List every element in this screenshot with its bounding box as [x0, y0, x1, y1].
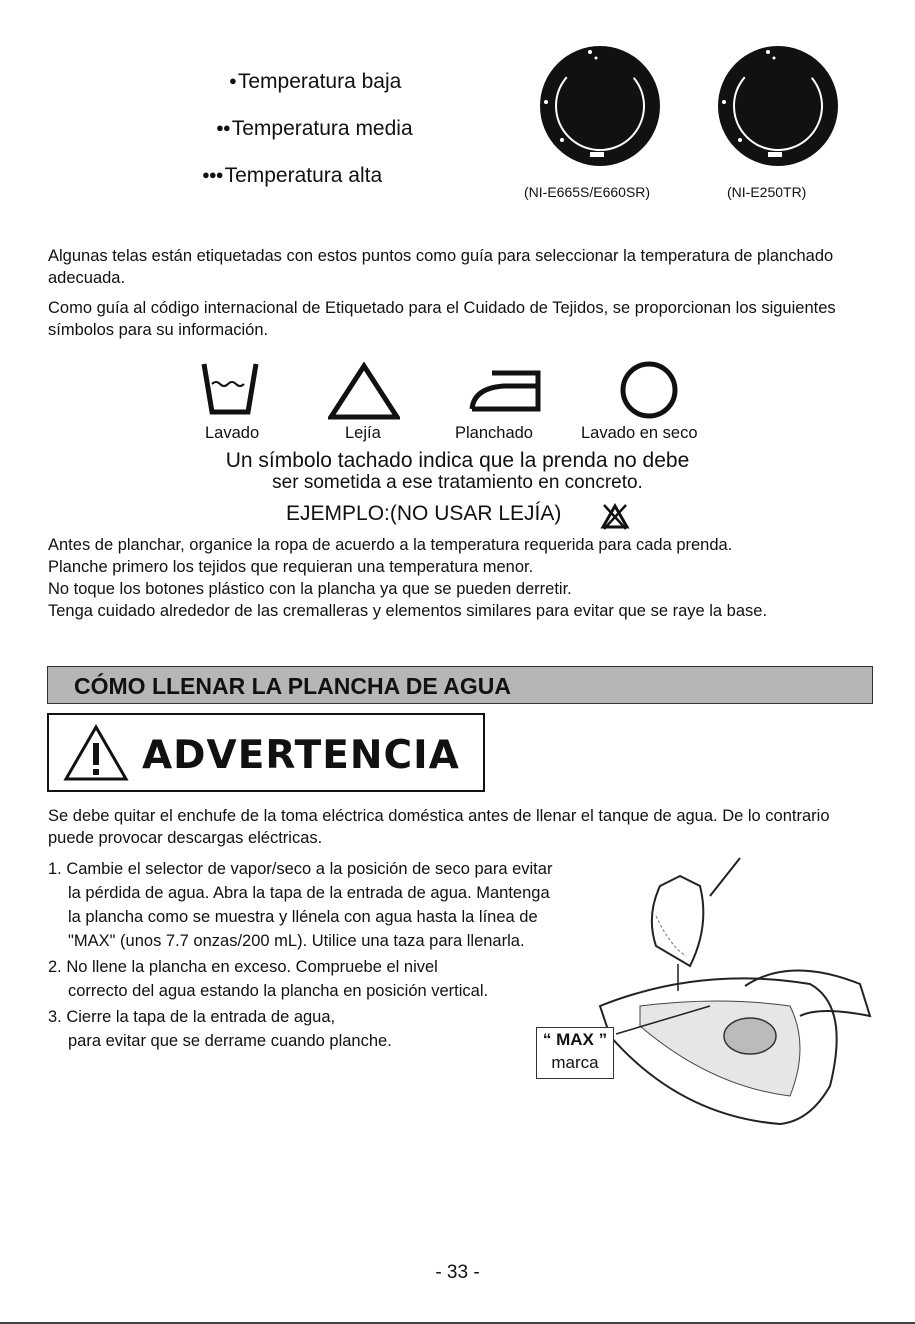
- tip-item: Antes de planchar, organice la ropa de acuerdo a la temperatura requerida para cada prenda.: [48, 536, 733, 554]
- tip-item: No toque los botones plástico con la plancha ya que se pueden derretir.: [48, 580, 572, 598]
- no-bleach-icon: [600, 502, 630, 530]
- step-line: 3. Cierre la tapa de la entrada de agua,: [48, 1008, 336, 1026]
- intro-paragraph-1: Algunas telas están etiquetadas con estos puntos como guía para seleccionar la temperatura de planchado adecuada.: [48, 247, 834, 287]
- max-label: “ MAX ”: [542, 1030, 608, 1049]
- tips-list: [48, 534, 878, 622]
- dial-illustration-1: [530, 44, 670, 174]
- dryclean-label: Lavado en seco: [581, 424, 698, 442]
- step-line: 2. No llene la plancha en exceso. Compruebe el nivel: [48, 958, 438, 976]
- tip-item: Planche primero los tejidos que requieran una temperatura menor.: [48, 558, 534, 576]
- dial-model-2: (NI-E250TR): [727, 184, 807, 200]
- iron-filling-illustration: [560, 856, 880, 1136]
- section-header: [47, 666, 873, 704]
- max-label-box: [536, 1027, 614, 1079]
- warning-title: ADVERTENCIA: [142, 733, 460, 778]
- step-1: [48, 857, 552, 953]
- bleach-icon: [328, 362, 400, 420]
- max-label-caption: marca: [551, 1053, 599, 1072]
- warning-triangle-icon: [63, 723, 129, 783]
- dial-illustration-2: [708, 44, 848, 174]
- step-2: [48, 955, 488, 1003]
- step-line: correcto del agua estando la plancha en posición vertical.: [68, 982, 489, 1000]
- warning-box: [47, 713, 485, 792]
- step-3: [48, 1005, 392, 1053]
- tip-item: Tenga cuidado alrededor de las cremalleras y elementos similares para evitar que se raye la base.: [48, 602, 768, 620]
- wash-icon: [200, 358, 260, 418]
- temp-high-label: Temperatura alta: [224, 164, 383, 187]
- step-line: 1. Cambie el selector de vapor/seco a la posición de seco para evitar: [48, 860, 553, 878]
- example-line: [286, 502, 561, 526]
- step-line: la plancha como se muestra y llénela con agua hasta la línea de: [68, 908, 538, 926]
- temp-medium: ●●Temperatura media: [216, 117, 413, 140]
- step-line: la pérdida de agua. Abra la tapa de la entrada de agua. Mantenga: [68, 884, 550, 902]
- section-title: CÓMO LLENAR LA PLANCHA DE AGUA: [74, 673, 511, 699]
- temp-low-label: Temperatura baja: [237, 70, 402, 93]
- page-number: - 33 -: [435, 1262, 480, 1283]
- warning-text: Se debe quitar el enchufe de la toma eléctrica doméstica antes de llenar el tanque de agua. De lo contrario puede provocar descargas eléctricas.: [48, 807, 830, 847]
- iron-label: Planchado: [455, 424, 533, 442]
- iron-symbol-icon: [464, 368, 544, 412]
- crossed-note-line-1: Un símbolo tachado indica que la prenda no debe: [225, 449, 690, 472]
- temp-medium-label: Temperatura media: [231, 117, 413, 140]
- temp-low: ●Temperatura baja: [229, 70, 402, 93]
- temp-high: ●●●Temperatura alta: [202, 164, 383, 187]
- dial-model-1: (NI-E665S/E660SR): [524, 184, 651, 200]
- intro-paragraph-2: Como guía al código internacional de Etiquetado para el Cuidado de Tejidos, se proporcionan los siguientes símbolos para su información.: [48, 299, 836, 339]
- step-line: para evitar que se derrame cuando planche.: [68, 1032, 392, 1050]
- bleach-label: Lejía: [345, 424, 381, 442]
- crossed-note-line-2: ser sometida a ese tratamiento en concreto.: [272, 472, 643, 493]
- step-line: "MAX" (unos 7.7 onzas/200 mL). Utilice una taza para llenarla.: [68, 932, 525, 950]
- example-text: EJEMPLO:(NO USAR LEJÍA): [286, 502, 562, 525]
- dryclean-icon: [618, 360, 682, 420]
- wash-label: Lavado: [205, 424, 260, 442]
